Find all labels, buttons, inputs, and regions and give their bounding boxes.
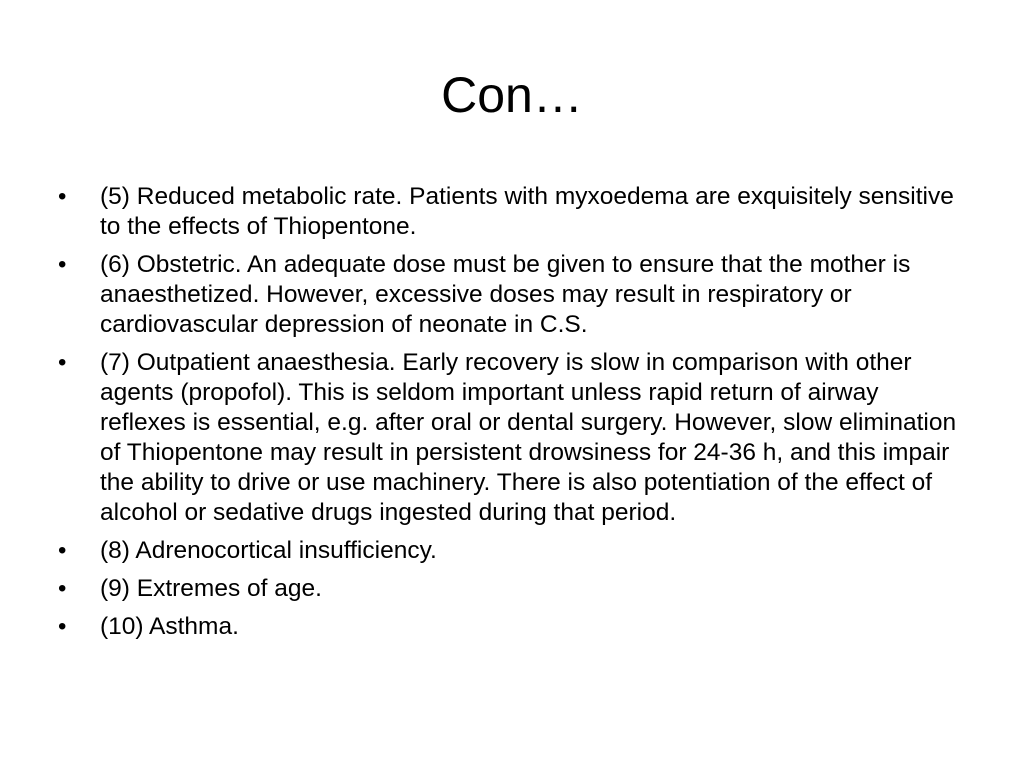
bullet-icon: •: [58, 251, 67, 278]
bullet-text: (6) Obstetric. An adequate dose must be given to ensure that the mother is anaesthetized. However, excessive doses may result in respiratory or cardiovascular depression of neonate in C.S.: [100, 251, 911, 338]
bullet-item-9: [58, 574, 958, 604]
bullet-item-10: [58, 612, 958, 642]
bullet-icon: •: [58, 575, 67, 602]
bullet-text: (7) Outpatient anaesthesia. Early recovery is slow in comparison with other agents (propofol). This is seldom important unless rapid return of airway reflexes is essential, e.g. after oral or dental surgery. However, slow elimination of Thiopentone may result in persistent drowsiness for 24-36 h, and this impair the ability to drive or use machinery. There is also potentiation of the effect of alcohol or sedative drugs ingested during that period.: [100, 349, 957, 526]
bullet-item-6: [58, 250, 958, 340]
bullet-item-5: [58, 182, 958, 242]
bullet-icon: •: [58, 183, 67, 210]
slide-title: Con…: [441, 67, 583, 123]
bullet-text: (5) Reduced metabolic rate. Patients with myxoedema are exquisitely sensitive to the effects of Thiopentone.: [100, 183, 954, 240]
bullet-text: (9) Extremes of age.: [100, 575, 322, 602]
bullet-item-7: [58, 348, 958, 528]
bullet-text: (10) Asthma.: [100, 613, 239, 640]
bullet-icon: •: [58, 613, 67, 640]
bullet-item-8: [58, 536, 958, 566]
bullet-icon: •: [58, 349, 67, 376]
bullet-list: [58, 182, 958, 650]
bullet-text: (8) Adrenocortical insufficiency.: [100, 537, 437, 564]
bullet-icon: •: [58, 537, 67, 564]
